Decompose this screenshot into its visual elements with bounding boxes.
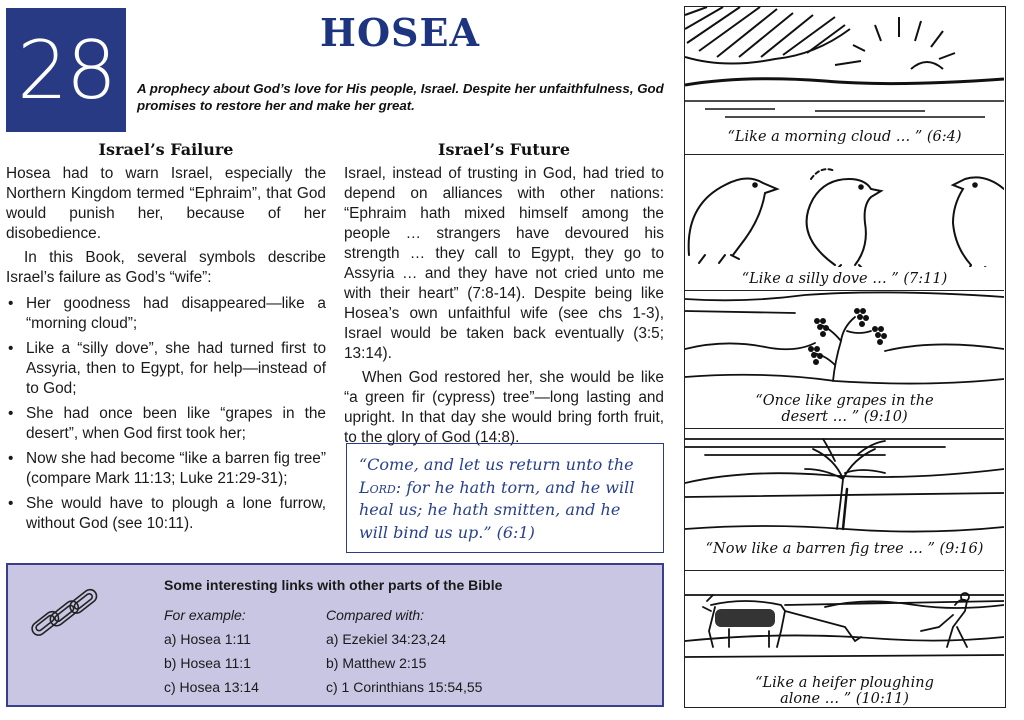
- compared-ref: c) 1 Corinthians 15:54,55: [326, 679, 483, 695]
- illustration-column: [684, 6, 1006, 708]
- caption-grapes-line-1: “Once like grapes in the: [755, 393, 934, 409]
- caption-morning-cloud: “Like a morning cloud … ” (6:4): [727, 129, 962, 145]
- chapter-number-box: [6, 8, 126, 132]
- future-heading: Israel’s Future: [437, 140, 571, 159]
- failure-heading: Israel’s Failure: [98, 140, 234, 159]
- picture-grapes: [685, 291, 1004, 429]
- example-ref: b) Hosea 11:1: [164, 655, 251, 671]
- failure-column: [6, 140, 326, 539]
- links-title: Some interesting links with other parts of the Bible: [164, 577, 503, 593]
- chain-link-icon: [28, 587, 100, 649]
- picture-heifer-ploughing: [685, 571, 1004, 707]
- list-item: • Now she had become “like a barren fig tree” (compare Mark 11:13; Luke 21:29-31);: [6, 449, 326, 489]
- compared-ref: b) Matthew 2:15: [326, 655, 427, 671]
- failure-list: [6, 294, 326, 534]
- picture-silly-dove: [685, 155, 1004, 291]
- failure-symbols-intro: In this Book, several symbols describe Israel’s failure as God’s “wife”:: [6, 249, 326, 286]
- quote-text-start: “Come, and let us return unto the: [359, 455, 634, 474]
- quote-text-end: : for he hath torn, and he will heal us; he hath smitten, and he will bind us up.” (6:1): [359, 477, 635, 542]
- future-column: [344, 140, 664, 448]
- compared-heading: Compared with:: [326, 607, 425, 623]
- example-ref: c) Hosea 13:14: [164, 679, 259, 695]
- barren-fig-tree-illustration: [685, 429, 1004, 545]
- failure-intro: Hosea had to warn Israel, especially the Northern Kingdom termed “Ephraim”, that God would punish her, because of her disobedience.: [6, 165, 326, 242]
- list-item: • She would have to plough a lone furrow, without God (see 10:11).: [6, 494, 326, 534]
- list-item: • Like a “silly dove”, she had turned first to Assyria, then to Egypt, for help—instead of to God;: [6, 339, 326, 399]
- example-heading: For example:: [164, 607, 246, 623]
- future-paragraph-2: When God restored her, she would be like “a green fir (cypress) tree”—long lasting and upright. In that day she would bring forth fruit, to the glory of God (14:8).: [344, 369, 664, 446]
- compared-ref: a) Ezekiel 34:23,24: [326, 631, 446, 647]
- list-item: • Her goodness had disappeared—like a “morning cloud”;: [6, 294, 326, 334]
- chapter-number: 28: [17, 23, 115, 117]
- caption-barren-fig-tree: “Now like a barren fig tree … ” (9:16): [705, 541, 984, 557]
- morning-cloud-illustration: [685, 7, 1004, 127]
- future-paragraph-1: Israel, instead of trusting in God, had tried to depend on alliances with other nations: “Ephraim hath mixed himself among the people … strangers have devoured his strength … they call to Egypt, they go to Assyria … and they have not cried unto me with their heart” (7:8-14). Despite being like Hosea’s own unfaithful wife (see chs 1-3), Israel would be taken back eventually (3:5; 13:14).: [344, 165, 664, 362]
- picture-morning-cloud: [685, 7, 1004, 155]
- bible-links-panel: [6, 563, 664, 707]
- list-item: • She had once been like “grapes in the desert”, when God first took her;: [6, 404, 326, 444]
- caption-grapes-line-2: desert … ” (9:10): [781, 409, 908, 425]
- silly-dove-illustration: [685, 155, 1004, 267]
- example-ref: a) Hosea 1:11: [164, 631, 251, 647]
- quote-box: [346, 443, 664, 553]
- caption-silly-dove: “Like a silly dove … ” (7:11): [741, 271, 948, 287]
- book-subtitle: A prophecy about God’s love for His people, Israel. Despite her unfaithfulness, God promises to restore her and make her great.: [137, 81, 664, 113]
- picture-barren-fig-tree: [685, 429, 1004, 571]
- caption-heifer-line-2: alone … ” (10:11): [780, 691, 909, 707]
- book-title: HOSEA: [320, 10, 480, 55]
- grapes-illustration: [685, 291, 1004, 391]
- quote-lord: Lord: [359, 477, 396, 497]
- caption-heifer-line-1: “Like a heifer ploughing: [755, 675, 934, 691]
- heifer-ploughing-illustration: [685, 571, 1004, 671]
